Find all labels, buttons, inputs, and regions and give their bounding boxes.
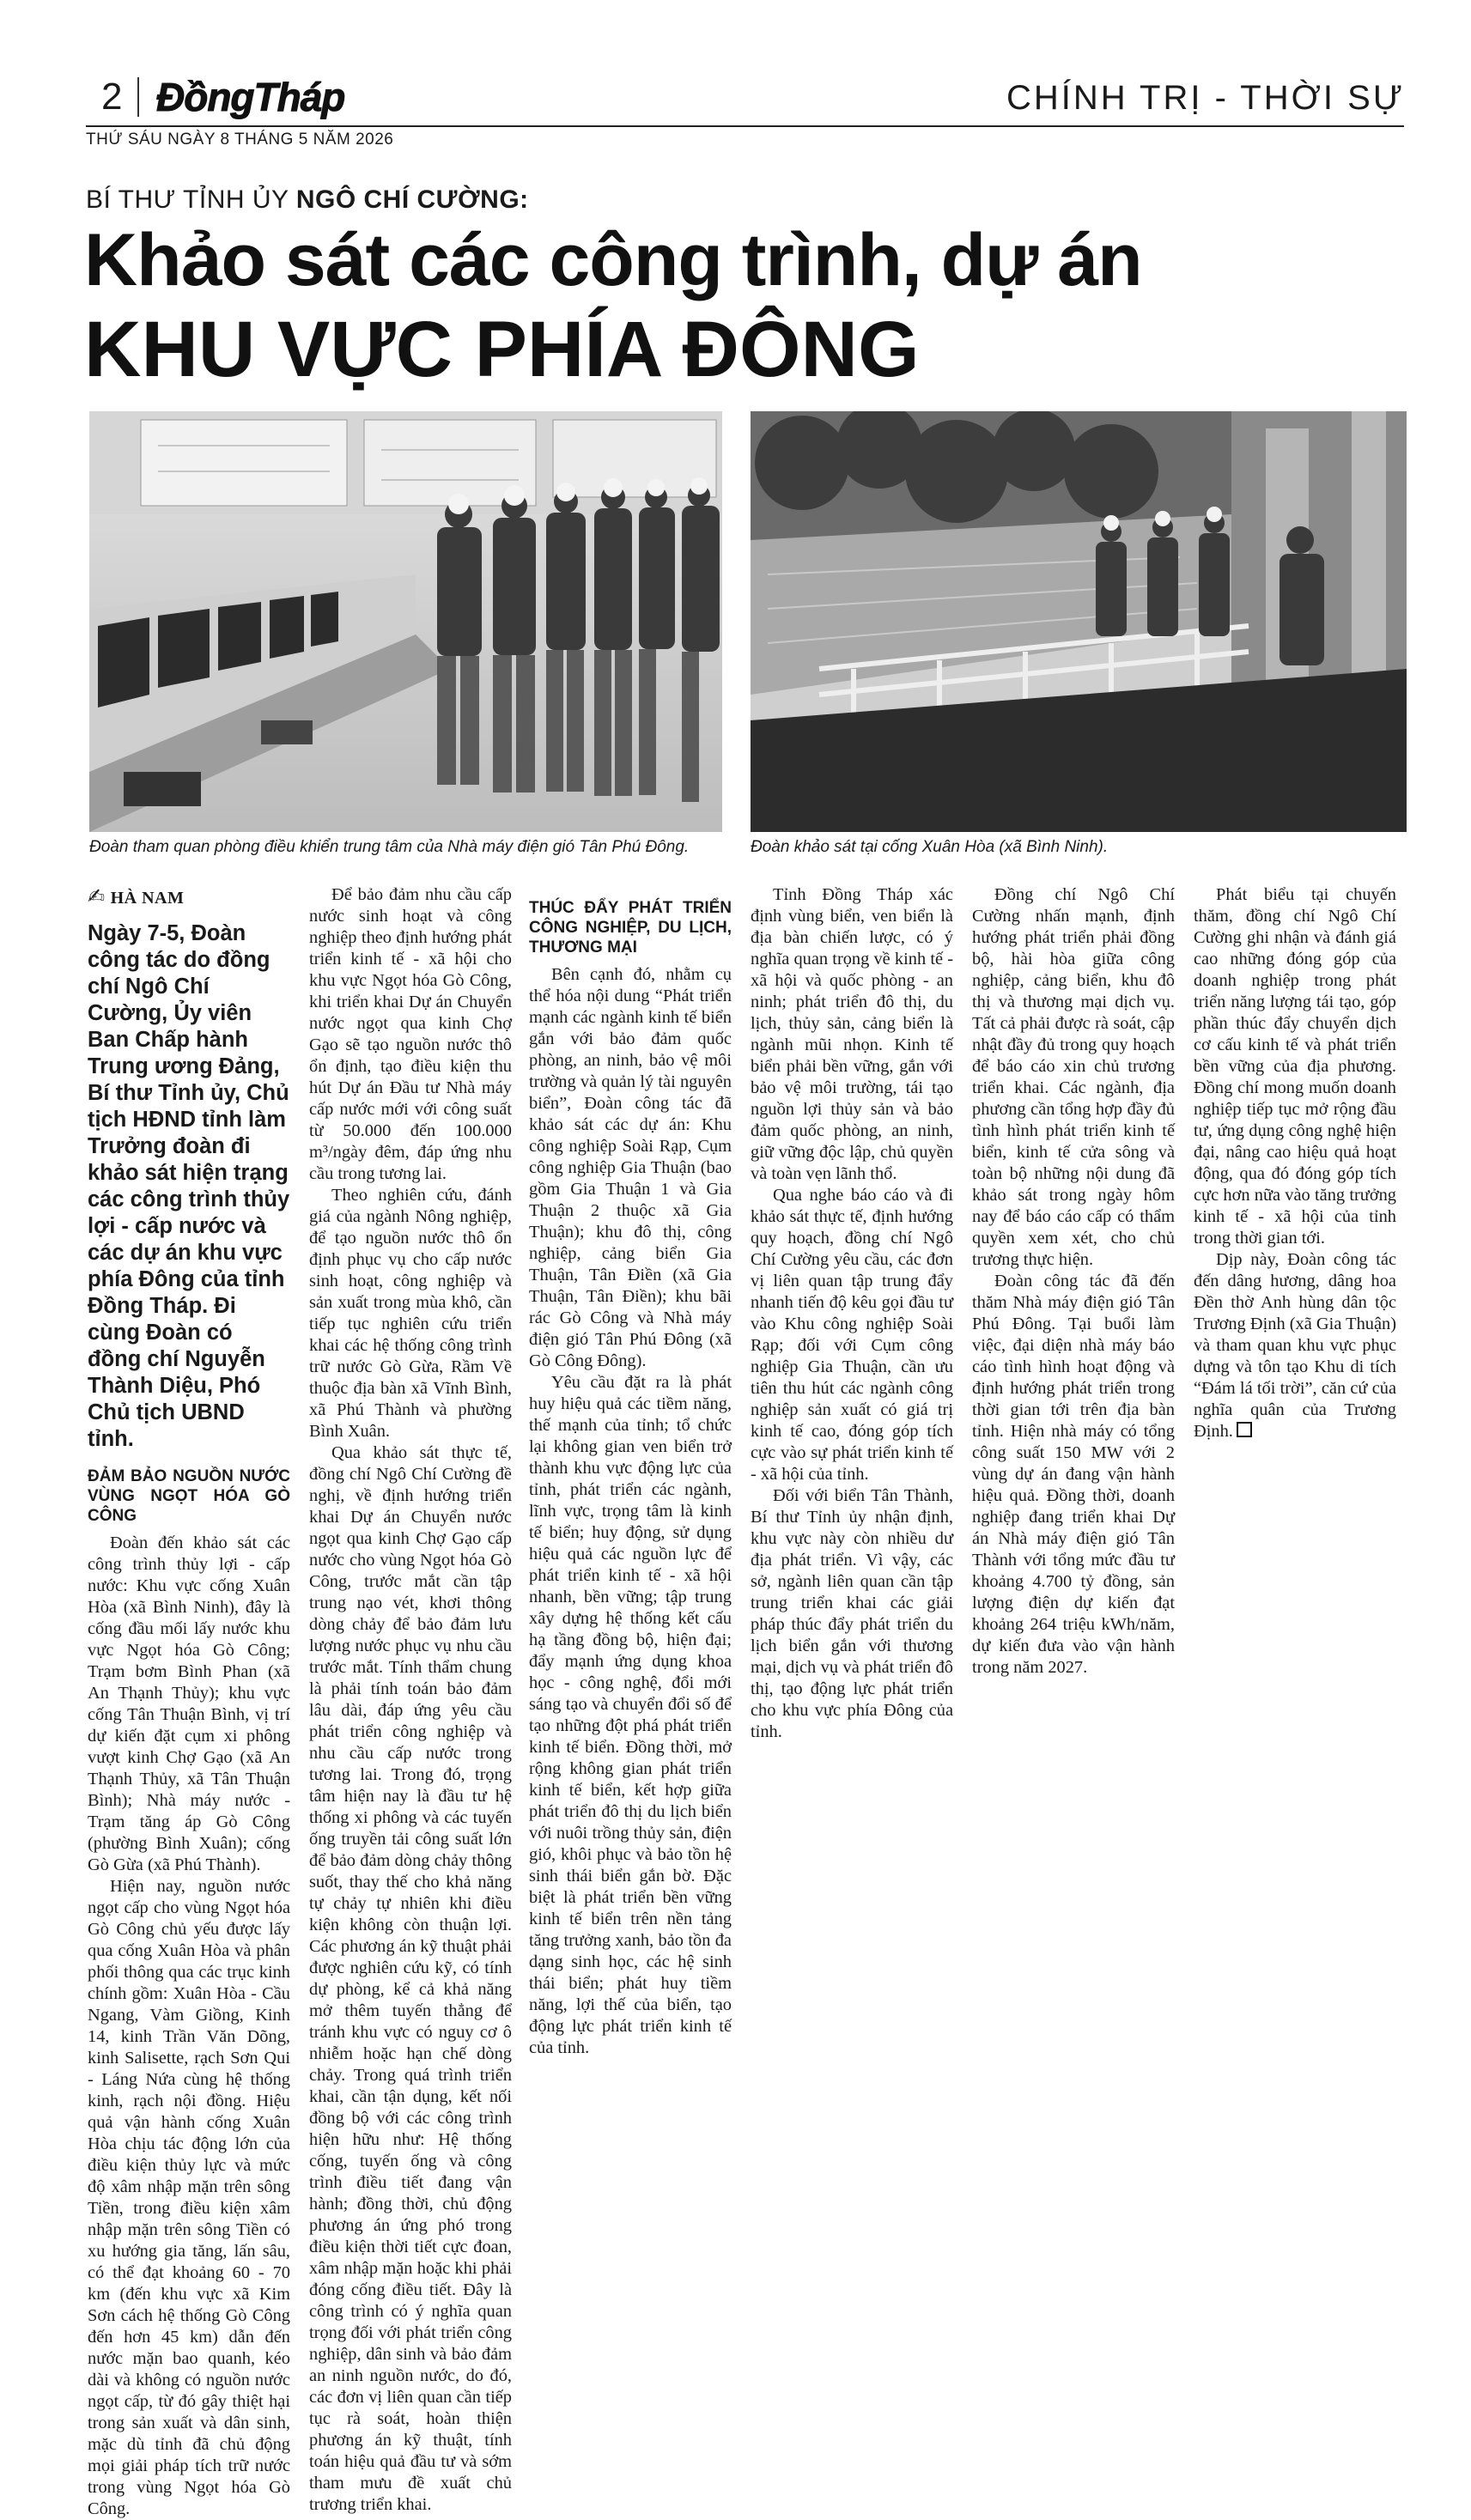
body-paragraph: Hiện nay, nguồn nước ngọt cấp cho vùng Ngọt hóa Gò Công chủ yếu được lấy qua cống Xuân Hòa và phân phối thông qua các trục kinh chính gồm: Xuân Hòa - Cầu Ngang, Vàm Giồng, Kinh 14, kinh Trần Văn Dõng, kinh Salisette, rạch Sơn Qui - Láng Nứa cùng hệ thống kinh, rạch nội đồng. Hiệu quả vận hành cống Xuân Hòa chịu tác động lớn của điều kiện thủy lực và mức độ xâm nhập mặn trên sông Tiền, trong điều kiện xâm nhập mặn trên sông Tiền có xu hướng gia tăng, lấn sâu, có thể đạt khoảng 60 - 70 km (đến khu vực xã Kim Sơn cách hệ thống Gò Công đến hơn 45 km) dẫn đến nước mặn bao quanh, kéo dài và không có nguồn nước ngọt cấp, từ đó gây thiệt hại trong sản xuất và dân sinh, mặc dù tỉnh đã chủ động mọi giải pháp tích trữ nước trong vùng Ngọt hóa Gò Công. <box>88 1877 290 2518</box>
article-kicker <box>86 185 529 215</box>
header-separator <box>137 77 139 117</box>
subhead-development: THÚC ĐẨY PHÁT TRIỂN CÔNG NGHIỆP, DU LỊCH, THƯƠNG MẠI <box>529 899 732 956</box>
article-column-6 <box>1194 884 1396 1442</box>
body-paragraph: Theo nghiên cứu, đánh giá của ngành Nông nghiệp, để tạo nguồn nước thô ổn định phục vụ cho cấp nước sinh hoạt, công nghiệp và sản xuất trong mùa khô, cần tiếp tục nghiên cứu triển khai các hệ thống công trình trữ nước Gò Gừa, Rầm Về thuộc địa bàn xã Vĩnh Bình, xã Phú Thành và phường Bình Xuân. <box>309 1186 512 1441</box>
page-number: 2 <box>101 76 123 118</box>
author-name: HÀ NAM <box>110 889 185 908</box>
photo-control-room <box>89 411 722 832</box>
photo-sluice-gate <box>751 411 1407 832</box>
masthead-logo: ĐồngTháp <box>156 75 345 119</box>
issue-date: THỨ SÁU NGÀY 8 THÁNG 5 NĂM 2026 <box>86 131 394 149</box>
body-paragraph: Qua nghe báo cáo và đi khảo sát thực tế, định hướng quy hoạch, đồng chí Ngô Chí Cường yêu cầu, các đơn vị liên quan tập trung đẩy nhanh tiến độ kêu gọi đầu tư vào Khu công nghiệp Soài Rạp; đối với Cụm công nghiệp Gia Thuận, cần ưu tiên thu hút các ngành công nghiệp sản xuất có giá trị kinh tế cao, đóng góp tích cực vào sự phát triển kinh tế - xã hội của tỉnh. <box>751 1186 953 1484</box>
body-paragraph: Đối với biển Tân Thành, Bí thư Tỉnh ủy nhận định, khu vực này còn nhiều dư địa phát triển. Vì vậy, các sở, ngành liên quan cần tập trung triển khai các giải pháp thúc đẩy phát triển du lịch biển gắn với thương mại, dịch vụ và phát triển đô thị, tạo động lực phát triển cho khu vực phía Đông của tỉnh. <box>751 1486 953 1741</box>
subhead-water-source: ĐẢM BẢO NGUỒN NƯỚC VÙNG NGỌT HÓA GÒ CÔNG <box>88 1467 290 1525</box>
article-column-1 <box>88 884 290 2520</box>
kicker-name: NGÔ CHÍ CƯỜNG: <box>295 185 529 214</box>
body-paragraph: Bên cạnh đó, nhằm cụ thể hóa nội dung “Phát triển mạnh các ngành kinh tế biển gắn với bảo đảm quốc phòng, an ninh, bảo vệ môi trường và quản lý tài nguyên biển”, Đoàn công tác đã khảo sát các dự án: Khu công nghiệp Soài Rạp, Cụm công nghiệp Gia Thuận (bao gồm Gia Thuận 1 và Gia Thuận 2 thuộc xã Gia Thuận); khu đô thị, công nghiệp, cảng biển Gia Thuận, Tân Điền (xã Gia Thuận, Tân Điền); khu bãi rác Gò Công và Nhà máy điện gió Tân Phú Đông (xã Gò Công Đông). <box>529 965 732 1370</box>
photo-caption-2: Đoàn khảo sát tại cống Xuân Hòa (xã Bình Ninh). <box>751 838 1109 856</box>
body-paragraph: Tỉnh Đồng Tháp xác định vùng biển, ven biển là địa bàn chiến lược, có ý nghĩa quan trọng về kinh tế - xã hội và quốc phòng - an ninh; phát triển đô thị, du lịch, thủy sản, cảng biển là ngành mũi nhọn. Kinh tế biển phải bền vững, gắn với bảo vệ môi trường, tái tạo nguồn lợi thủy sản và bảo đảm quốc phòng, an ninh, giữ vững độc lập, chủ quyền và toàn vẹn lãnh thổ. <box>751 885 953 1183</box>
article-column-5 <box>972 884 1175 1679</box>
article-lede: Ngày 7-5, Đoàn công tác do đồng chí Ngô Chí Cường, Ủy viên Ban Chấp hành Trung ương Đảng, Bí thư Tỉnh ủy, Chủ tịch HĐND tỉnh làm Trưởng đoàn đi khảo sát hiện trạng các công trình thủy lợi - cấp nước và các dự án khu vực phía Đông của tỉnh Đồng Tháp. Đi cùng Đoàn có đồng chí Nguyễn Thành Diệu, Phó Chủ tịch UBND tỉnh. <box>88 921 290 1451</box>
control-room-image <box>89 411 722 832</box>
end-mark-icon <box>1237 1422 1252 1437</box>
body-paragraph: Yêu cầu đặt ra là phát huy hiệu quả các tiềm năng, thế mạnh của tỉnh; tổ chức lại không gian ven biển trở thành khu vực động lực của tỉnh, phát triển các ngành, lĩnh vực, trọng tâm là kinh tế biển; huy động, sử dụng hiệu quả các nguồn lực để phát triển kinh tế - xã hội nhanh, bền vững; tập trung xây dựng hệ thống kết cấu hạ tầng đồng bộ, hiện đại; đẩy mạnh ứng dụng khoa học - công nghệ, đổi mới sáng tạo và chuyển đổi số để tạo những đột phá phát triển kinh tế biển. Đồng thời, mở rộng không gian phát triển kinh tế biển, kết hợp giữa phát triển đô thị du lịch biển với nuôi trồng thủy sản, điện gió, khôi phục và bảo tồn hệ sinh thái biển gắn bờ. Đặc biệt là phát triển bền vững kinh tế biển trên nền tảng tăng trưởng xanh, bảo tồn đa dạng sinh học, các hệ sinh thái biển; phát huy tiềm năng, lợi thế của biển, tạo động lực phát triển kinh tế của tỉnh. <box>529 1373 732 2057</box>
body-paragraph: Đoàn công tác đã đến thăm Nhà máy điện gió Tân Phú Đông. Tại buổi làm việc, đại diện nhà máy báo cáo tình hình hoạt động và định hướng phát triển trong thời gian tới trên địa bàn tỉnh. Hiện nhà máy có tổng công suất 150 MW với 2 vùng dự án đang vận hành hiệu quả. Đồng thời, doanh nghiệp đang triển khai Dự án Nhà máy điện gió Tân Thành với tổng mức đầu tư khoảng 4.700 tỷ đồng, sản lượng điện dự kiến đạt khoảng 264 triệu kWh/năm, dự kiến đưa vào vận hành trong năm 2027. <box>972 1272 1175 1677</box>
header-rule <box>86 125 1404 127</box>
body-paragraph: Đoàn đến khảo sát các công trình thủy lợi - cấp nước: Khu vực cống Xuân Hòa (xã Bình Ninh), đây là cống đầu mối lấy nước khu vực Ngọt hóa Gò Công; Trạm bơm Bình Phan (xã An Thạnh Thủy); khu vực cống Tân Thuận Bình, vị trí dự kiến đặt cụm xi phông vượt kinh Chợ Gạo (xã An Thạnh Thủy, xã Tân Thuận Bình); Nhà máy nước - Trạm tăng áp Gò Công (phường Bình Xuân); cống Gò Gừa (xã Phú Thành). <box>88 1533 290 1874</box>
byline <box>88 884 290 908</box>
final-text: Dịp này, Đoàn công tác đến dâng hương, dâng hoa Đền thờ Anh hùng dân tộc Trương Định (xã Gia Thuận) và tham quan khu vực phục dựng và tôn tạo Khu di tích “Đám lá tối trời”, căn cứ của nghĩa quân của Trương Định. <box>1194 1250 1396 1441</box>
article-column-4 <box>751 884 953 1743</box>
body-paragraph: Đồng chí Ngô Chí Cường nhấn mạnh, định hướng phát triển phải đồng bộ, hài hòa giữa công nghiệp, cảng biển, khu đô thị và thương mại dịch vụ. Tất cả phải được rà soát, cập nhật đầy đủ trong quy hoạch để báo cáo xin chủ trương triển khai. Các ngành, địa phương cần tổng hợp đầy đủ tình hình phát triển kinh tế biển, kinh tế cửa sông và toàn bộ những nội dung đã khảo sát trong ngày hôm nay để báo cáo cấp có thẩm quyền xem xét, cho chủ trương thực hiện. <box>972 885 1175 1269</box>
article-title-line-2: KHU VỰC PHÍA ĐÔNG <box>84 306 920 393</box>
body-paragraph: Qua khảo sát thực tế, đồng chí Ngô Chí Cường đề nghị, về định hướng triển khai Dự án Chuyển nước ngọt qua kinh Chợ Gạo cấp nước cho vùng Ngọt hóa Gò Công, trước mắt cần tập trung nạo vét, khơi thông dòng chảy để bảo đảm lưu lượng nước phục vụ nhu cầu trước mắt. Tính thẩm chung là phải tính toán bảo đảm lâu dài, đáp ứng yêu cầu phát triển công nghiệp và nhu cầu cấp nước trong tương lai. Trong đó, trọng tâm hiện nay là đầu tư hệ thống xi phông và các tuyến ống truyền tải công suất lớn để bảo đảm dòng chảy thông suốt, thay thế cho khả năng tự chảy tự nhiên khi điều kiện không còn thuận lợi. Các phương án kỹ thuật phải được nghiên cứu kỹ, có tính dự phòng, kể cả khả năng mở thêm tuyến thẳng để tránh khu vực có nguy cơ ô nhiễm hoặc hạn chế dòng chảy. Trong quá trình triển khai, cần tận dụng, kết nối đồng bộ với các công trình hiện hữu như: Hệ thống cống, tuyến ống và công trình điều tiết đang vận hành; đồng thời, chủ động phương án ứng phó trong điều kiện thời tiết cực đoan, xâm nhập mặn hoặc khi phải đóng cống điều tiết. Đây là công trình có ý nghĩa quan trọng đối với phát triển công nghiệp, dân sinh và bảo đảm an ninh nguồn nước, do đó, các đơn vị liên quan cần tiếp tục rà soát, hoàn thiện phương án kỹ thuật, tính toán hiệu quả đầu tư và sớm tham mưu đề xuất chủ trương triển khai. <box>309 1443 512 2514</box>
pen-icon: ✍ <box>88 884 106 908</box>
kicker-prefix: BÍ THƯ TỈNH ỦY <box>86 185 289 214</box>
body-paragraph: Phát biểu tại chuyến thăm, đồng chí Ngô Chí Cường ghi nhận và đánh giá cao những đóng góp của doanh nghiệp trong phát triển năng lượng tái tạo, góp phần thúc đẩy chuyển dịch cơ cấu kinh tế và phát triển bền vững của địa phương. Đồng chí mong muốn doanh nghiệp tiếp tục mở rộng đầu tư, ứng dụng công nghệ hiện đại, nâng cao hiệu quả hoạt động, qua đó đóng góp tích cực hơn nữa vào tăng trưởng kinh tế - xã hội của tỉnh trong thời gian tới. <box>1194 885 1396 1248</box>
article-column-2 <box>309 884 512 2516</box>
body-paragraph: Để bảo đảm nhu cầu cấp nước sinh hoạt và công nghiệp theo định hướng phát triển kinh tế - xã hội cho khu vực Ngọt hóa Gò Công, khi triển khai Dự án Chuyển nước ngọt qua kinh Chợ Gạo sẽ tạo nguồn nước thô ổn định, tạo điều kiện thu hút Dự án Đầu tư Nhà máy cấp nước mới với công suất từ 50.000 đến 100.000 m³/ngày đêm, đáp ứng nhu cầu trong tương lai. <box>309 885 512 1183</box>
photo-caption-1: Đoàn tham quan phòng điều khiển trung tâm của Nhà máy điện gió Tân Phú Đông. <box>89 838 690 856</box>
sluice-gate-image <box>751 411 1407 832</box>
article-column-3 <box>529 884 732 2059</box>
body-paragraph-final <box>1194 1249 1396 1442</box>
section-title: CHÍNH TRỊ - THỜI SỰ <box>1006 79 1405 117</box>
article-title-line-1: Khảo sát các công trình, dự án <box>84 219 1142 301</box>
